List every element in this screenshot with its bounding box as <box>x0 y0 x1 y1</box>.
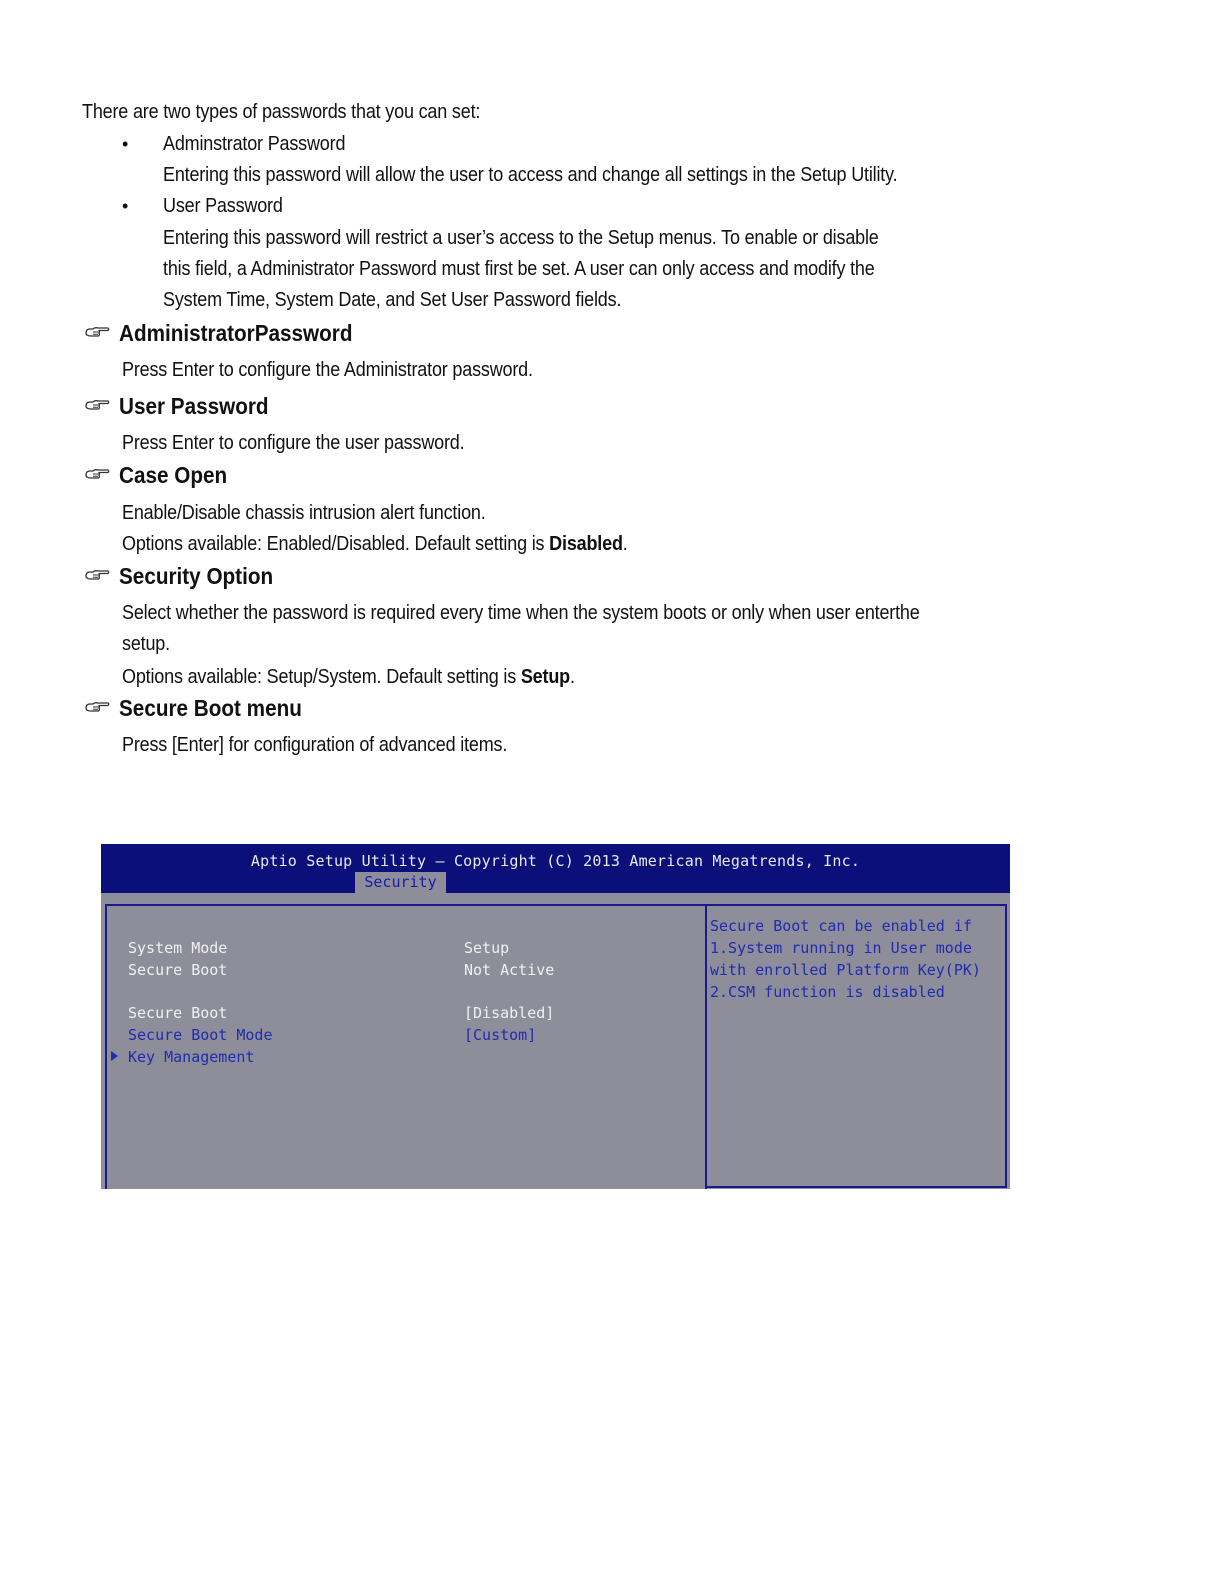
help-line-4: 2.CSM function is disabled <box>710 983 945 1001</box>
system-mode-label: System Mode <box>128 939 228 957</box>
pointing-hand-icon <box>84 699 110 715</box>
section-title-case-open: Case Open <box>119 462 228 488</box>
section-title-secure-boot-menu: Secure Boot menu <box>119 695 302 721</box>
password-type-admin-desc: Entering this password will allow the user to access and change all settings in the Setup Utility. <box>163 164 898 186</box>
section-text: Press Enter to configure the Administrator password. <box>122 359 533 381</box>
section-text: Select whether the password is required every time when the system boots or only when user enterthe <box>122 602 920 624</box>
password-type-admin: Adminstrator Password <box>163 133 346 155</box>
pointing-hand-icon <box>84 397 110 413</box>
password-type-user-desc-3: System Time, System Date, and Set User Password fields. <box>163 289 622 311</box>
section-options: Options available: Setup/System. Default setting is Setup. <box>122 666 575 688</box>
bullet: • <box>122 134 129 154</box>
help-line-3: with enrolled Platform Key(PK) <box>710 961 981 979</box>
password-type-user-desc-2: this field, a Administrator Password must first be set. A user can only access and modify the <box>163 258 875 280</box>
secure-boot-mode-value[interactable]: [Custom] <box>464 1026 537 1044</box>
help-line-2: 1.System running in User mode <box>710 939 972 957</box>
pointing-hand-icon <box>84 324 110 340</box>
section-text: Press Enter to configure the user password. <box>122 432 465 454</box>
submenu-arrow-icon <box>111 1051 118 1061</box>
secure-boot-mode-label[interactable]: Secure Boot Mode <box>128 1026 273 1044</box>
pointing-hand-icon <box>84 466 110 482</box>
bios-title: Aptio Setup Utility – Copyright (C) 2013 American Megatrends, Inc. <box>250 852 861 870</box>
section-text: setup. <box>122 633 170 655</box>
system-mode-value: Setup <box>464 939 510 957</box>
secure-boot-setting-value[interactable]: [Disabled] <box>464 1004 555 1022</box>
secure-boot-setting-label[interactable]: Secure Boot <box>128 1004 228 1022</box>
section-options: Options available: Enabled/Disabled. Default setting is Disabled. <box>122 533 628 555</box>
bios-screenshot <box>101 844 1010 1189</box>
section-title-admin-password: AdministratorPassword <box>119 320 353 346</box>
help-line-1: Secure Boot can be enabled if <box>710 917 972 935</box>
tab-security[interactable]: Security <box>355 872 446 893</box>
section-text: Enable/Disable chassis intrusion alert function. <box>122 502 486 524</box>
pointing-hand-icon <box>84 567 110 583</box>
intro-text: There are two types of passwords that you can set: <box>82 101 481 123</box>
secure-boot-status-value: Not Active <box>464 961 555 979</box>
section-title-security-option: Security Option <box>119 563 274 589</box>
secure-boot-status-label: Secure Boot <box>128 961 228 979</box>
key-management-item[interactable]: Key Management <box>128 1048 255 1066</box>
section-text: Press [Enter] for configuration of advanced items. <box>122 734 508 756</box>
password-type-user-desc-1: Entering this password will restrict a user’s access to the Setup menus. To enable or disable <box>163 227 879 249</box>
bullet: • <box>122 196 129 216</box>
password-type-user: User Password <box>163 195 283 217</box>
bios-header <box>101 844 1010 893</box>
section-title-user-password: User Password <box>119 393 269 419</box>
